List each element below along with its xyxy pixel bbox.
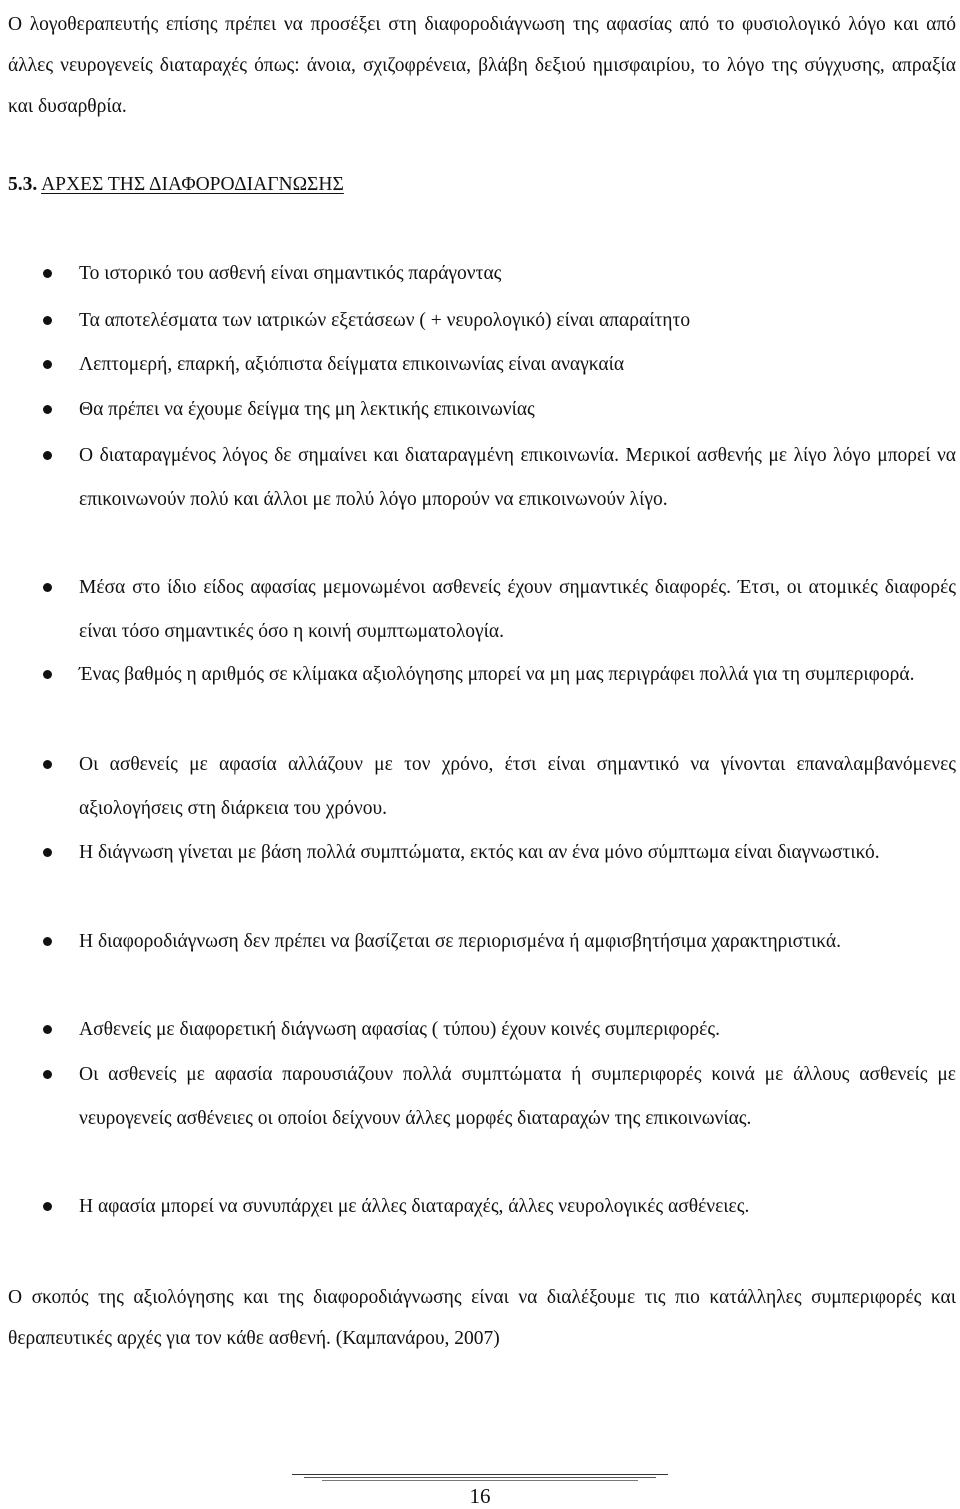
list-item-text: Ένας βαθμός η αριθμός σε κλίμακα αξιολόγησης μπορεί να μη μας περιγράφει πολλά για τη συμπεριφορά. bbox=[79, 664, 915, 685]
list-item bbox=[79, 252, 956, 296]
section-number: 5.3. bbox=[8, 174, 38, 195]
bullet-icon bbox=[43, 1202, 52, 1211]
page-number: 16 bbox=[469, 1484, 491, 1508]
list-item-text: Θα πρέπει να έχουμε δείγμα της μη λεκτικής επικοινωνίας bbox=[79, 399, 535, 420]
list-item bbox=[79, 343, 956, 387]
intro-paragraph: Ο λογοθεραπευτής επίσης πρέπει να προσέξει στη διαφοροδιάγνωση της αφασίας από το φυσιολογικό λόγο και από άλλες νευρογενείς διαταραχές όπως: άνοια, σχιζοφρένεια, βλάβη δεξιού ημισφαιρίου, το λόγο της σύγχυσης, απραξία και δυσαρθρία. bbox=[8, 14, 956, 117]
list-item bbox=[79, 1185, 956, 1229]
list-item bbox=[79, 920, 956, 964]
list-item-text: Το ιστορικό του ασθενή είναι σημαντικός παράγοντας bbox=[79, 263, 502, 284]
section-title: ΑΡΧΕΣ ΤΗΣ ΔΙΑΦΟΡΟΔΙΑΓΝΩΣΗΣ bbox=[41, 174, 344, 195]
list-item bbox=[79, 1008, 956, 1052]
list-item-text: Η διάγνωση γίνεται με βάση πολλά συμπτώματα, εκτός και αν ένα μόνο σύμπτωμα είναι διαγνωστικό. bbox=[79, 842, 880, 863]
bullet-icon bbox=[43, 451, 52, 460]
list-item-text: Η αφασία μπορεί να συνυπάρχει με άλλες διαταραχές, άλλες νευρολογικές ασθένειες. bbox=[79, 1196, 750, 1217]
list-item-text: Ο διαταραγμένος λόγος δε σημαίνει και διαταραγμένη επικοινωνία. Μερικοί ασθενής με λίγο λόγο μπορεί να επικοινωνούν πολύ και άλλοι με πολύ λόγο μπορούν να επικοινωνούν λίγο. bbox=[79, 445, 956, 510]
closing-paragraph: Ο σκοπός της αξιολόγησης και της διαφοροδιάγνωσης είναι να διαλέξουμε τις πιο κατάλληλες συμπεριφορές και θεραπευτικές αρχές για τον κάθε ασθενή. (Καμπανάρου, 2007) bbox=[8, 1287, 956, 1349]
bullet-icon bbox=[43, 405, 52, 414]
bullet-icon bbox=[43, 1070, 52, 1079]
bullet-icon bbox=[43, 316, 52, 325]
bullet-icon bbox=[43, 848, 52, 857]
list-item-text: Οι ασθενείς με αφασία παρουσιάζουν πολλά συμπτώματα ή συμπεριφορές κοινά με άλλους ασθενείς με νευρογενείς ασθένειες οι οποίοι δείχνουν άλλες μορφές διαταραχών της επικοινωνίας. bbox=[79, 1064, 956, 1129]
list-item bbox=[79, 1053, 956, 1140]
bullet-icon bbox=[43, 937, 52, 946]
list-item bbox=[79, 653, 956, 697]
bullet-icon bbox=[43, 670, 52, 679]
list-item bbox=[79, 743, 956, 830]
list-item-text: Η διαφοροδιάγνωση δεν πρέπει να βασίζεται σε περιορισμένα ή αμφισβητήσιμα χαρακτηριστικά. bbox=[79, 931, 841, 952]
bullet-icon bbox=[43, 760, 52, 769]
list-item-text: Ασθενείς με διαφορετική διάγνωση αφασίας ( τύπου) έχουν κοινές συμπεριφορές. bbox=[79, 1019, 720, 1040]
bullet-icon bbox=[43, 360, 52, 369]
section-heading bbox=[8, 164, 344, 205]
list-item bbox=[79, 299, 956, 343]
list-item bbox=[79, 831, 956, 875]
list-item-text: Λεπτομερή, επαρκή, αξιόπιστα δείγματα επικοινωνίας είναι αναγκαία bbox=[79, 354, 625, 375]
list-item-text: Μέσα στο ίδιο είδος αφασίας μεμονωμένοι ασθενείς έχουν σημαντικές διαφορές. Έτσι, οι ατομικές διαφορές είναι τόσο σημαντικές όσο η κοινή συμπτωματολογία. bbox=[79, 577, 956, 642]
list-item-text: Οι ασθενείς με αφασία αλλάζουν με τον χρόνο, έτσι είναι σημαντικό να γίνονται επαναλαμβανόμενες αξιολογήσεις στη διάρκεια του χρόνου. bbox=[79, 754, 956, 819]
list-item bbox=[79, 566, 956, 653]
list-item-text: Τα αποτελέσματα των ιατρικών εξετάσεων ( + νευρολογικό) είναι απαραίτητο bbox=[79, 310, 691, 331]
footer-rule bbox=[292, 1474, 668, 1481]
bullet-icon bbox=[43, 583, 52, 592]
bullet-icon bbox=[43, 269, 52, 278]
list-item bbox=[79, 388, 956, 432]
bullet-icon bbox=[43, 1025, 52, 1034]
list-item bbox=[79, 434, 956, 521]
